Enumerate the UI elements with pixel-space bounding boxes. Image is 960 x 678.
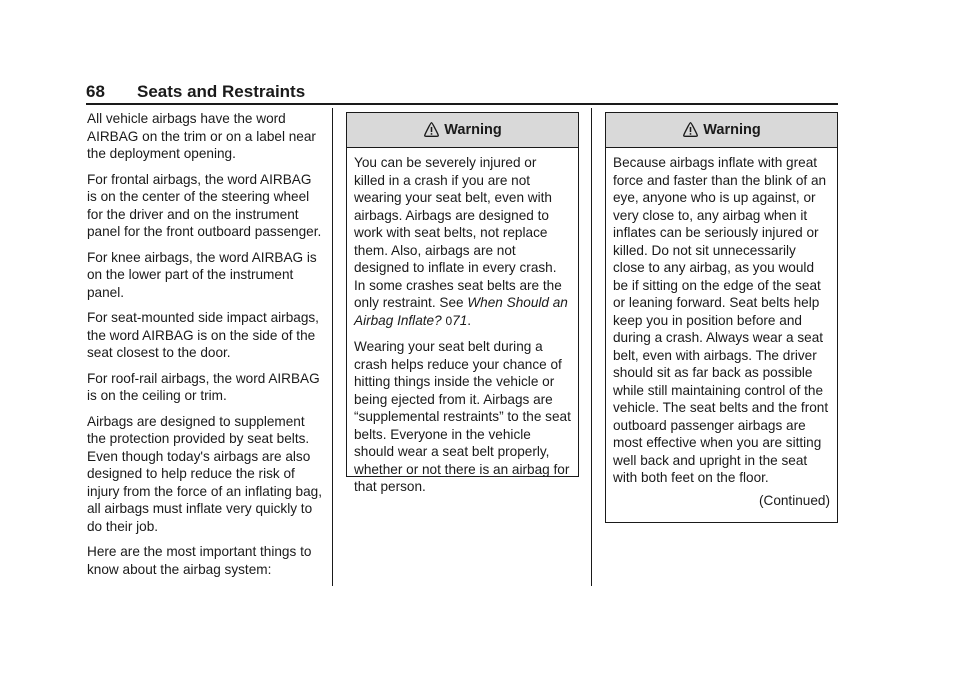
column-1-text	[87, 110, 323, 586]
paragraph: For seat-mounted side impact airbags, the word AIRBAG is on the side of the seat closest to the door.	[87, 310, 319, 360]
warning-title: Warning	[444, 122, 502, 138]
cross-reference-link[interactable]: When Should an Airbag Inflate?	[354, 295, 568, 328]
paragraph: For knee airbags, the word AIRBAG is on the lower part of the instrument panel.	[87, 249, 317, 300]
paragraph: All vehicle airbags have the word AIRBAG on the trim or on a label near the deployment opening.	[87, 111, 316, 161]
paragraph: For roof-rail airbags, the word AIRBAG is on the ceiling or trim.	[87, 370, 320, 403]
page-number: 68	[86, 82, 105, 101]
section-title: Seats and Restraints	[137, 82, 306, 101]
warning-title: Warning	[703, 122, 761, 138]
warning-paragraph: Because airbags inflate with great force and faster than the blink of an eye, anyone who is up against, or very close to, any airbag when it inflates can be seriously injured or killed. Do not sit unnecessarily close to any airbag, as you would be if sitting on the edge of the seat or leaning forward. Seat belts help keep you in position before and during a crash. Always wear a seat belt, even with airbags. The driver should sit as far back as possible while still maintaining control of the vehicle. The seat belts and the front outboard passenger airbags are most effective when you are sitting well back and upright in the seat with both feet on the floor.	[613, 155, 829, 485]
cross-reference-page: 71	[452, 312, 468, 328]
warning-text: You can be severely injured or killed in a crash if you are not wearing your seat belt, even with airbags. Airbags are designed to work with seat belts, not replace them. Also, airbags are not designed to inflate in every crash. In some crashes seat belts are the only restraint. See	[354, 155, 562, 310]
warning-box-2-header	[606, 113, 837, 148]
column-divider-right	[591, 108, 592, 586]
warning-paragraph: Wearing your seat belt during a crash helps reduce your chance of hitting things inside the vehicle or being ejected from it. Airbags are “supplemental restraints” to the seat belts. Everyone in the vehicle should wear a seat belt properly, whether or not there is an airbag for that person.	[354, 339, 571, 494]
warning-box-1-header	[347, 113, 578, 148]
warning-box-1	[346, 112, 579, 494]
page-ref-arrow-icon: 0	[445, 313, 453, 328]
paragraph: For frontal airbags, the word AIRBAG is on the center of the steering wheel for the driver and on the instrument panel for the front outboard passenger.	[87, 171, 322, 239]
paragraph: Here are the most important things to know about the airbag system:	[87, 544, 312, 577]
warning-box-1-body	[347, 148, 578, 496]
warning-box-2	[605, 112, 838, 523]
paragraph: Airbags are designed to supplement the protection provided by seat belts. Even though today's airbags are also designed to help reduce the risk of injury from the force of an inflating bag, all airbags must inflate very quickly to do their job.	[87, 413, 322, 534]
warning-triangle-icon	[423, 121, 440, 138]
header-rule	[86, 103, 838, 105]
continued-label: (Continued)	[758, 492, 830, 508]
warning-triangle-icon	[682, 121, 699, 138]
warning-paragraph	[354, 154, 571, 330]
warning-box-2-body	[606, 148, 837, 509]
column-divider-left	[332, 108, 333, 586]
sentence-end: .	[467, 312, 472, 328]
